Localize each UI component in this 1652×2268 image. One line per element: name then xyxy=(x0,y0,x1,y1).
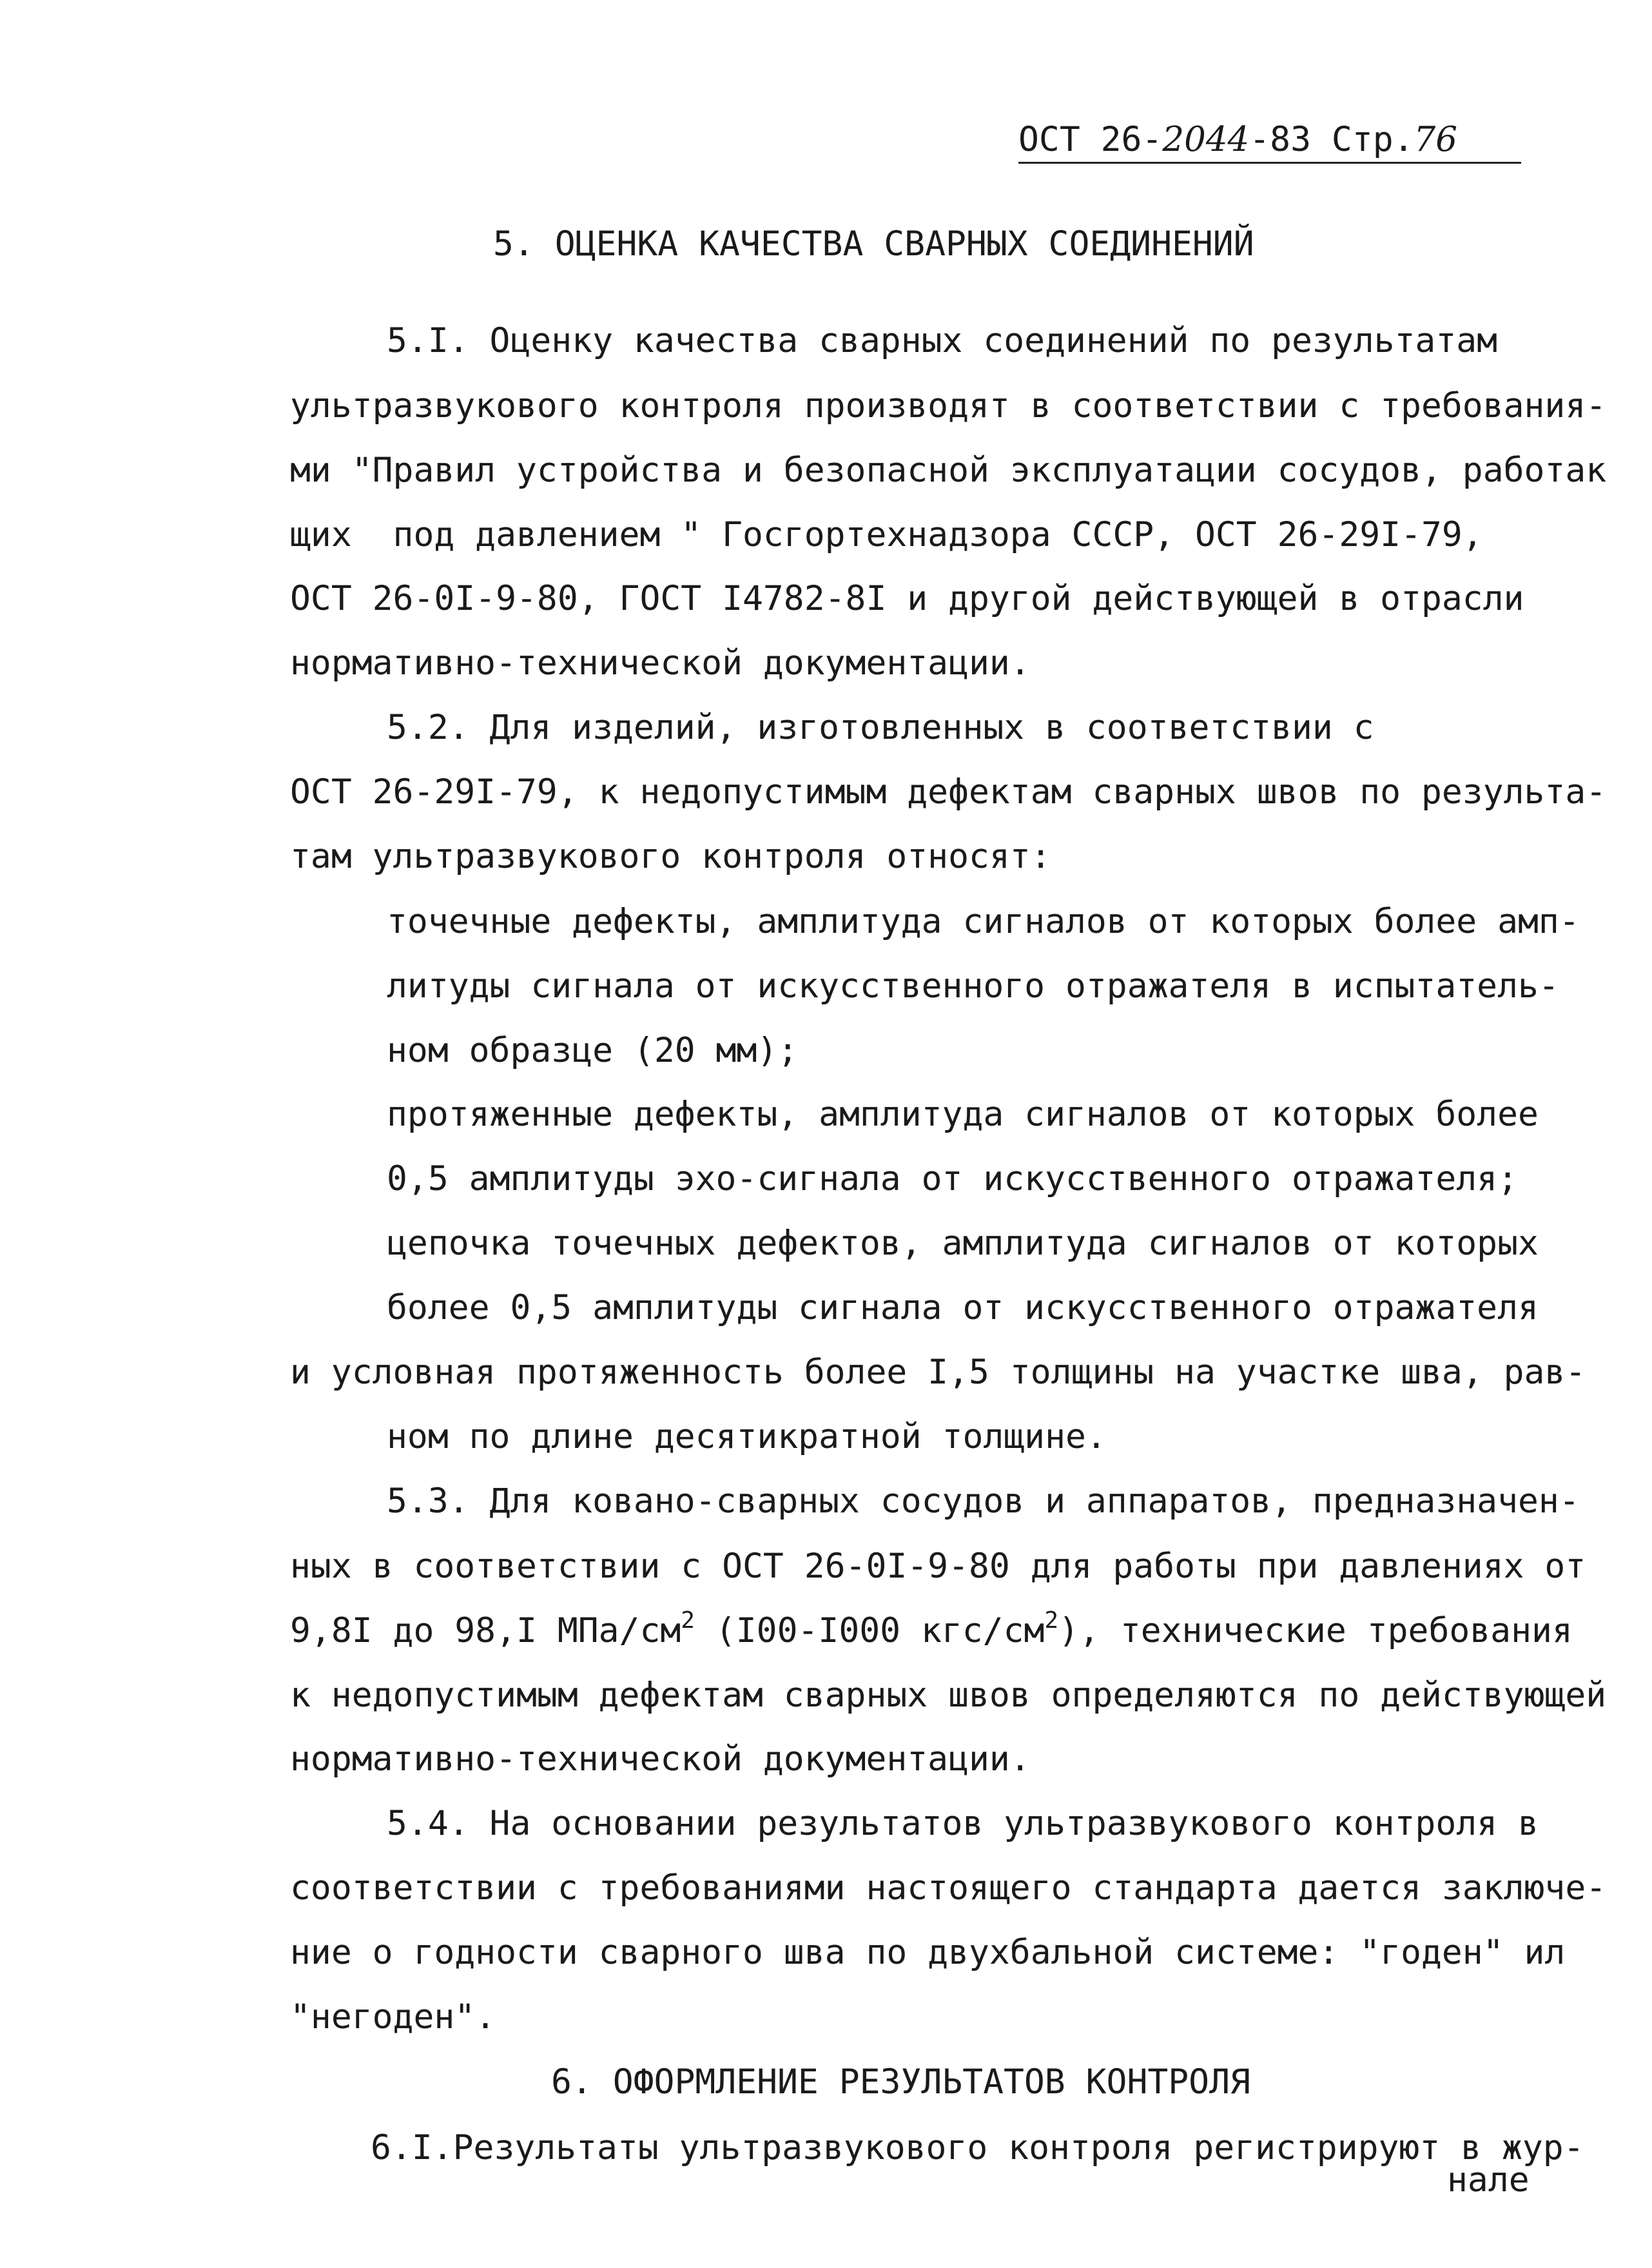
paragraph-line: ультразвукового контроля производят в соответствии с требования- xyxy=(290,386,1607,425)
paragraph-line: к недопустимым дефектам сварных швов определяются по действующей xyxy=(290,1676,1607,1715)
list-line: 0,5 амплитуды эхо-сигнала от искусственного отражателя; xyxy=(387,1159,1518,1198)
list-line: ном по длине десятикратной толщине. xyxy=(387,1417,1107,1456)
handwritten-doc-number: 2044 xyxy=(1162,120,1250,159)
paragraph-line: 6.I.Результаты ультразвукового контроля регистрируют в жур- xyxy=(371,2128,1584,2167)
paragraph-line: ние о годности сварного шва по двухбальной системе: "годен" ил xyxy=(290,1933,1566,1972)
list-line: более 0,5 амплитуды сигнала от искусственного отражателя xyxy=(387,1288,1539,1327)
paragraph-line: 5.2. Для изделий, изготовленных в соответствии с xyxy=(387,708,1374,747)
superscript-2: 2 xyxy=(1044,1607,1059,1634)
list-line: точечные дефекты, амплитуда сигналов от которых более амп- xyxy=(387,902,1580,941)
paragraph-line: там ультразвукового контроля относят: xyxy=(290,837,1051,876)
paragraph-line: нормативно-технической документации. xyxy=(290,1739,1031,1779)
paragraph-line: нормативно-технической документации. xyxy=(290,643,1031,683)
list-line: протяженные дефекты, амплитуда сигналов от которых более xyxy=(387,1095,1539,1134)
paragraph-line: 5.4. На основании результатов ультразвукового контроля в xyxy=(387,1804,1539,1843)
list-line: и условная протяженность более I,5 толщины на участке шва, рав- xyxy=(290,1353,1586,1392)
paragraph-line-continuation: нале xyxy=(1447,2160,1530,2200)
superscript-2: 2 xyxy=(681,1607,695,1634)
paragraph-line: соответствии с требованиями настоящего стандарта дается заключе- xyxy=(290,1868,1607,1908)
paragraph-line: 5.3. Для ковано-сварных сосудов и аппаратов, предназначен- xyxy=(387,1481,1580,1521)
paragraph-line-with-units: 9,8I до 98,I МПа/$см^2$ (I00-I000 кгс/$см^2$), технические требования xyxy=(290,1607,1573,1650)
handwritten-page-number: 76 xyxy=(1414,120,1457,159)
paragraph-line: щих под давлением " Госгортехнадзора СССР, ОСТ 26-29I-79, xyxy=(290,515,1483,554)
list-line: литуды сигнала от искусственного отражателя в испытатель- xyxy=(387,966,1559,1006)
paragraph-line: ных в соответствии с ОСТ 26-0I-9-80 для работы при давлениях от xyxy=(290,1547,1586,1586)
page-header xyxy=(1018,119,1521,164)
header-suffix: -83 Стр. xyxy=(1249,120,1414,159)
paragraph-line: 5.I. Оценку качества сварных соединений по результатам xyxy=(387,321,1498,360)
paragraph-line: ОСТ 26-29I-79, к недопустимым дефектам сварных швов по результа- xyxy=(290,772,1607,812)
paragraph-line: "негоден". xyxy=(290,1997,496,2037)
paragraph-line: ми "Правил устройства и безопасной эксплуатации сосудов, работак xyxy=(290,451,1607,490)
list-line: цепочка точечных дефектов, амплитуда сигналов от которых xyxy=(387,1224,1539,1263)
section-5-title: 5. ОЦЕНКА КАЧЕСТВА СВАРНЫХ СОЕДИНЕНИЙ xyxy=(493,224,1254,264)
list-line: ном образце (20 мм); xyxy=(387,1031,799,1070)
paragraph-line: ОСТ 26-0I-9-80, ГОСТ I4782-8I и другой действующей в отрасли xyxy=(290,579,1524,618)
header-prefix: ОСТ 26- xyxy=(1018,120,1163,159)
section-6-title: 6. ОФОРМЛЕНИЕ РЕЗУЛЬТАТОВ КОНТРОЛЯ xyxy=(551,2062,1250,2102)
